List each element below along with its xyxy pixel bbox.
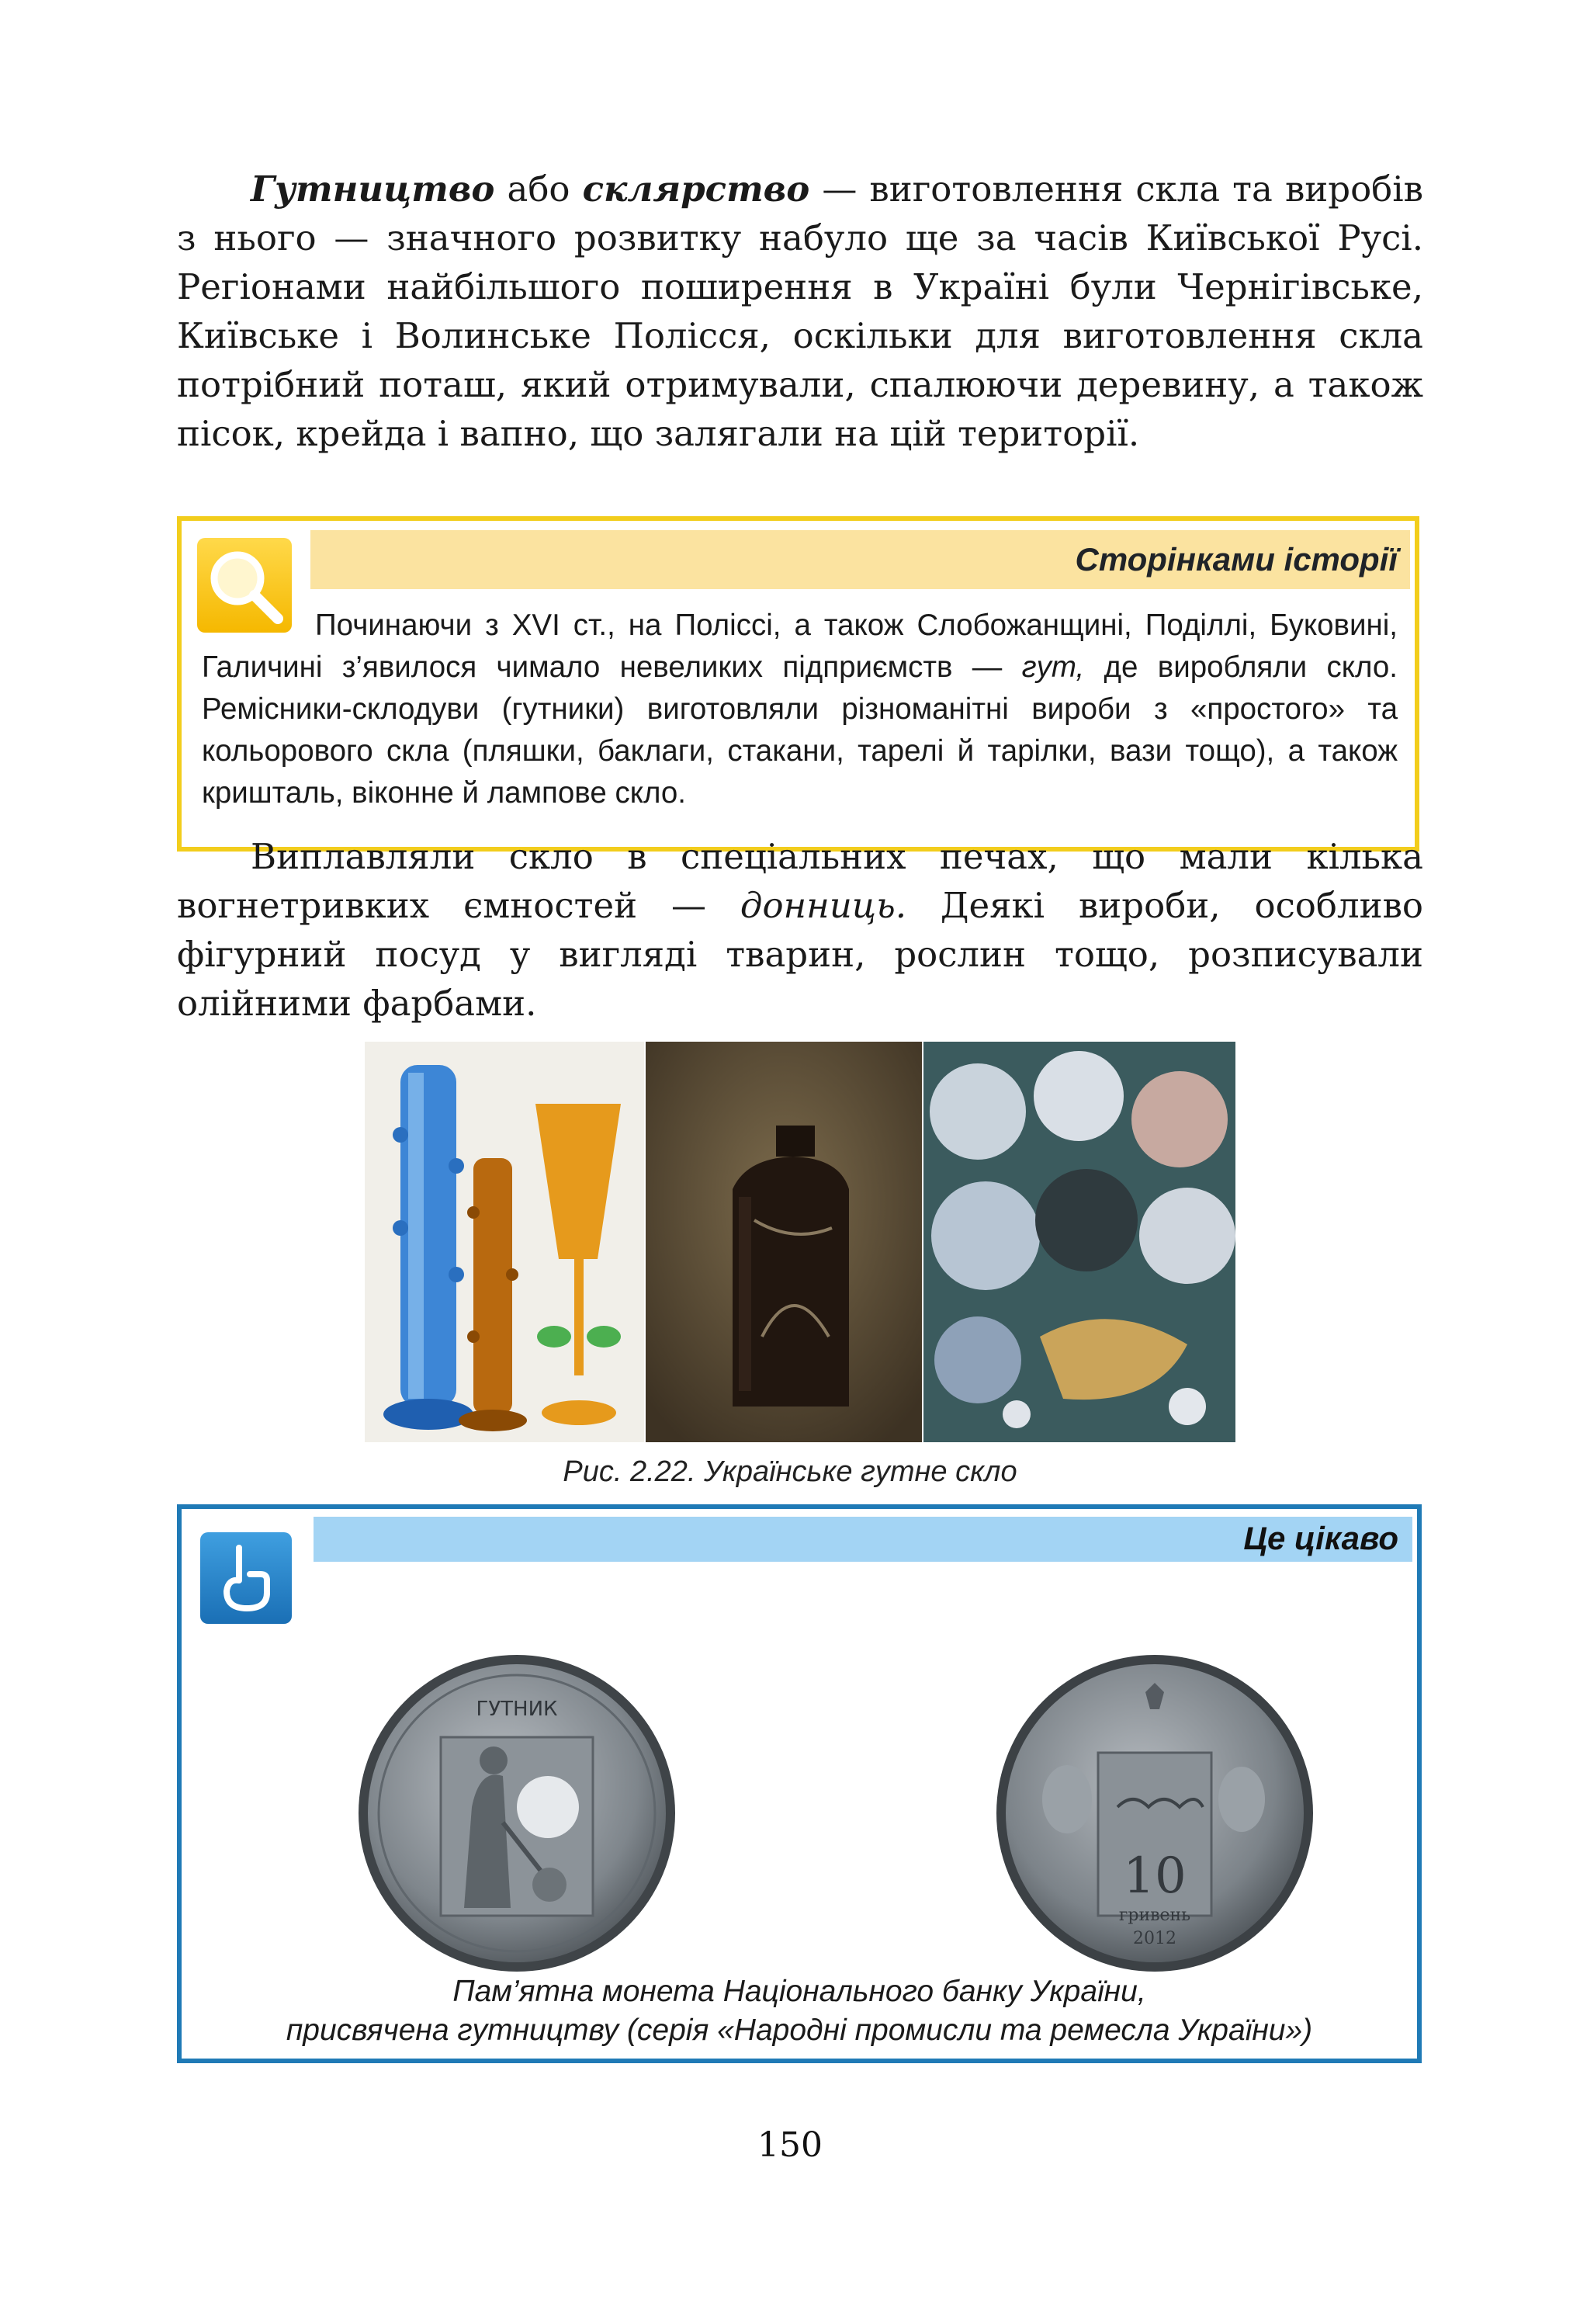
interest-title: Це цікаво [1243, 1520, 1398, 1556]
figure-caption: Рис. 2.22. Українське гутне скло [563, 1455, 1017, 1488]
term-gut: гут, [1021, 650, 1085, 684]
coin-caption-line2: присвячена гутництву (серія «Народні промисли та ремесла України») [286, 2014, 1313, 2047]
glassware-collection-photo [923, 1042, 1235, 1442]
coin-reverse-year: 2012 [1133, 1929, 1176, 1948]
intro-paragraph: Гутництво або склярство — виготовлення скла та виробів з нього — значного розвитку набуло ще за часів Київської Русі. Регіонами найбільшого поширення в Україні були Чернігівське, Київське і Волинське Полісся, оскільки для виготовлення скла потрібний поташ, який отримували, спалюючи деревину, а також пісок, крейда і вапно, що залягали на цій території. [177, 168, 1423, 454]
history-header-band [310, 530, 1410, 589]
page-number: 150 [757, 2125, 823, 2165]
coin-reverse-value: 10 [1123, 1847, 1187, 1905]
coin-caption-line1: Пам’ятна монета Національного банку України, [452, 1975, 1146, 2008]
coin-reverse-currency: гривень [1118, 1906, 1191, 1925]
history-title: Сторінками історії [1075, 541, 1398, 578]
term-donnyts: донниць. [740, 885, 907, 926]
interest-header-band [314, 1517, 1412, 1562]
term-skliarstvo: склярство [582, 168, 810, 210]
coin-obverse-text: ГУТНИК [476, 1698, 558, 1721]
term-gutnytstvo: Гутництво [251, 168, 495, 210]
coin-obverse [355, 1652, 678, 1975]
dark-bottle-photo [646, 1042, 922, 1442]
coin-reverse [993, 1652, 1316, 1975]
glass-vases-photo [365, 1042, 644, 1442]
pointing-hand-icon [200, 1532, 292, 1624]
history-text: Починаючи з XVI ст., на Поліссі, а також Слобожанщині, Поділлі, Буковині, Галичині з’явилося чимало невеликих підприємств — гут, де виробляли скло. Ремісники-склодуви (гутники) виготовляли різноманітні вироби з «простого» та кольорового скла (пляшки, баклаги, стакани, тарелі й тарілки, вази тощо), а також кришталь, віконне й лампове скло. [202, 609, 1398, 810]
smelting-paragraph: Виплавляли скло в спеціальних печах, що мали кілька вогнетривких ємностей — донниць. Деякі вироби, особливо фігурний посуд у вигляді тварин, рослин тощо, розписували олійними фарбами. [177, 836, 1423, 1024]
history-box [177, 516, 1419, 852]
